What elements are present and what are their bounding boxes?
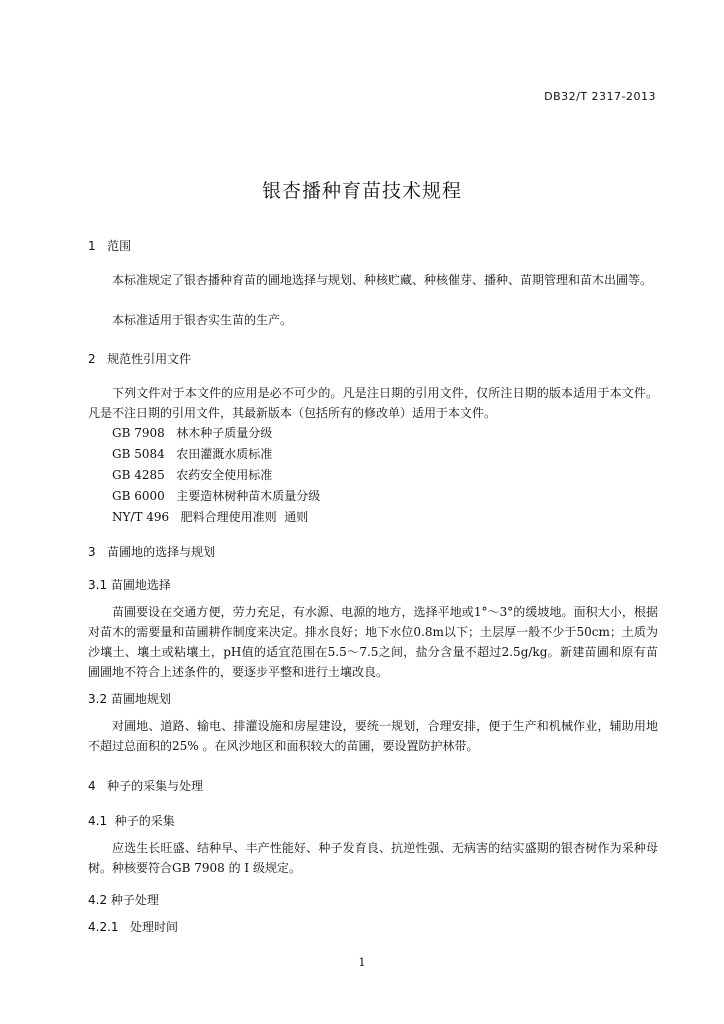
section-1-heading: 1 范围 <box>88 239 132 253</box>
section-3-1-heading: 3.1 苗圃地选择 <box>88 578 171 592</box>
reference-item: GB 5084 农田灌溉水质标准 <box>112 447 273 461</box>
section-4-1-paragraph: 应选生长旺盛、结种早、丰产性能好、种子发育良、抗逆性强、无病害的结实盛期的银杏树作为采种母树。种核要符合GB 7908 的 I 级规定。 <box>88 841 658 875</box>
section-2-paragraph-1: 下列文件对于本文件的应用是必不可少的。凡是注日期的引用文件，仅所注日期的版本适用于本文件。凡是不注日期的引用文件，其最新版本（包括所有的修改单）适用于本文件。 <box>88 386 658 420</box>
section-3-heading: 3 苗圃地的选择与规划 <box>88 545 216 559</box>
reference-item: GB 6000 主要造林树种苗木质量分级 <box>112 489 321 503</box>
section-4-2-heading: 4.2 种子处理 <box>88 893 159 907</box>
section-4-2-1-heading: 4.2.1 处理时间 <box>88 920 178 934</box>
section-4-heading: 4 种子的采集与处理 <box>88 779 204 793</box>
reference-list <box>112 423 320 528</box>
reference-item: NY/T 496 肥料合理使用准则 通则 <box>112 510 309 524</box>
standard-code: DB32/T 2317-2013 <box>544 90 656 103</box>
section-1-paragraph-2: 本标准适用于银杏实生苗的生产。 <box>112 313 293 327</box>
section-3-1-paragraph: 苗圃要设在交通方便，劳力充足，有水源、电源的地方，选择平地或1°～3°的缓坡地。面积大小，根据对苗木的需要量和苗圃耕作制度来决定。排水良好；地下水位0.8m以下；土层厚一般不少于50cm；土质为沙壤土、壤土或粘壤土，pH值的适宜范围在5.5～7.5之间，盐分含量不超过2.5g/kg。新建苗圃和原有苗圃圃地不符合上述条件的，要逐步平整和进行土壤改良。 <box>88 605 658 679</box>
section-2-heading: 2 规范性引用文件 <box>88 352 192 366</box>
reference-item: GB 4285 农药安全使用标准 <box>112 468 273 482</box>
section-3-2-paragraph: 对圃地、道路、输电、排灌设施和房屋建设，要统一规划，合理安排，便于生产和机械作业，辅助用地不超过总面积的25% 。在风沙地区和面积较大的苗圃，要设置防护林带。 <box>88 719 658 753</box>
section-1-paragraph-1: 本标准规定了银杏播种育苗的圃地选择与规划、种核贮藏、种核催芽、播种、苗期管理和苗木出圃等。 <box>112 273 653 287</box>
document-title: 银杏播种育苗技术规程 <box>261 180 462 202</box>
section-4-1-heading: 4.1 种子的采集 <box>88 814 175 828</box>
section-3-2-heading: 3.2 苗圃地规划 <box>88 692 171 706</box>
reference-item: GB 7908 林木种子质量分级 <box>112 426 273 440</box>
page-number: 1 <box>358 956 366 969</box>
